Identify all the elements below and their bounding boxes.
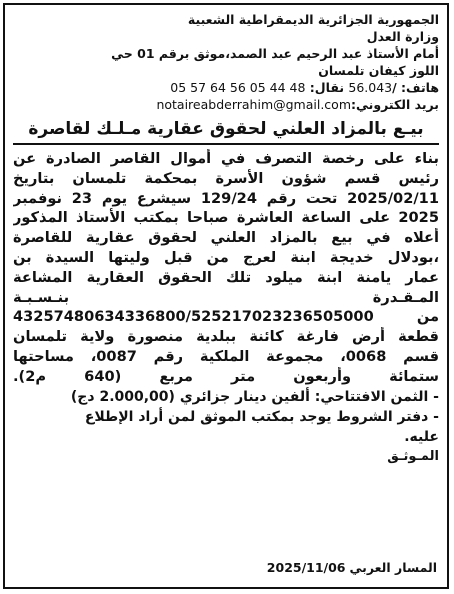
opening-price: - الثمن الافتتاحي: ألفين دينار جزائري (2.000,00 دج) xyxy=(70,388,439,405)
body-line: بناء على رخصة التصرف في أموال القاصر الصادرة عن xyxy=(13,150,439,167)
contact-phones xyxy=(13,79,439,96)
mobile-label: نقال: xyxy=(309,80,345,95)
notice-body xyxy=(13,149,439,387)
legal-notice xyxy=(3,3,449,589)
body-line: 2025 على الساعة العاشرة صباحا بمكتب الأستاذ المذكور xyxy=(13,209,439,227)
body-line: قسم 0068، مجموعة الملكية رقم 0087، مساحتها xyxy=(13,347,439,365)
contact-email xyxy=(13,96,439,113)
phone-number: 56.043 xyxy=(348,80,393,95)
notice-items xyxy=(13,387,439,447)
conditions-line: - دفتر الشروط يوجد بمكتب الموثق لمن أراد الإطلاع xyxy=(84,408,439,425)
conditions-line-end: عليه. xyxy=(404,428,439,445)
header-ministry: وزارة العدل xyxy=(366,29,439,44)
header-notary: أمام الأستاذ عبد الرحيم عبد الصمد،موثق برقم 01 حي xyxy=(111,46,439,61)
body-line: أعلاه في بيع بالمزاد العلني لحقوق عقارية للقاصرة xyxy=(13,229,439,247)
header-republic: الجمهورية الجزائرية الديمقراطية الشعبية xyxy=(187,12,439,27)
body-line: ،بودلال خديجة ابنة لعرج من قبل وليتها السيدة بن xyxy=(13,248,439,266)
phone-label: هاتف: / xyxy=(392,80,439,95)
title-divider xyxy=(13,143,439,145)
body-line: المـقـدرة بنـسـبـة xyxy=(13,288,439,306)
notice-title: بيـع بالمزاد العلني لحقوق عقارية مـلـك لقاصرة xyxy=(28,119,424,139)
email-label: بريد الكتروني: xyxy=(351,97,439,112)
notary-signature: المـوثـق xyxy=(387,448,439,464)
header-address: اللوز كيفان تلمسان xyxy=(318,63,439,78)
email-address: notaireabderrahim@gmail.com xyxy=(156,97,352,112)
body-line: رئيس قسم شؤون الأسرة بمحكمة تلمسان بتاريخ xyxy=(13,169,439,187)
publication-footer xyxy=(27,560,437,575)
body-line: ستمائة وأربعون متر مربع (640 م2). xyxy=(13,367,439,385)
publication-name: المسار العربي xyxy=(349,560,437,575)
body-line: 2025/02/11 تحت رقم 129/24 سيشرع يوم 23 نوفمبر xyxy=(13,189,439,207)
publication-date: 2025/11/06 xyxy=(266,560,346,575)
body-line: قطعة أرض فارغة كائنة ببلدية منصورة ولاية تلمسان xyxy=(13,328,439,346)
mobile-number: 05 57 64 56 05 44 48 xyxy=(170,80,306,95)
body-line: عمار يامنة ابنة ميلود تلك الحقوق العقارية المشاعة xyxy=(13,268,439,286)
body-line: من 43257480634336800/525217023236505000 xyxy=(13,308,439,326)
